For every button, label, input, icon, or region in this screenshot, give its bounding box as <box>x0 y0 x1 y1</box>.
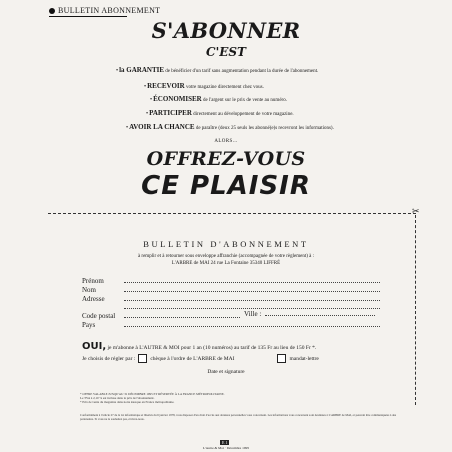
country-field[interactable]: Pays <box>82 320 380 329</box>
mandat-label: mandat-lettre <box>289 355 319 362</box>
subscription-offer <box>82 341 316 352</box>
cheque-checkbox[interactable] <box>138 354 147 363</box>
footer-text: L'Autre & Moi · Décembre 1995 <box>202 446 250 450</box>
scissors-icon: ✂ <box>412 206 420 216</box>
bullet-dot-icon: • <box>146 111 149 117</box>
postal-code-field[interactable]: Code postal <box>82 311 240 320</box>
transition-text: ALORS... <box>214 139 238 144</box>
call-to-action-line-2: CE PLAISIR <box>141 171 311 201</box>
bullet-dot-icon: • <box>144 84 147 90</box>
payment-options <box>82 354 319 363</box>
form-instruction: à remplir et à retourner sous enveloppe affranchie (accompagnée de votre règlement) à : <box>137 254 315 259</box>
form-title: BULLETIN D'ABONNEMENT <box>143 239 309 249</box>
city-field[interactable] <box>265 309 375 316</box>
address-field-line-2[interactable] <box>82 302 380 309</box>
offer-text: je m'abonne à L'AUTRE & MOI pour 1 an (10 numéros) au tarif de 135 Fr au lieu de 150 Fr *. <box>106 345 317 351</box>
oui-label: OUI, <box>82 341 107 352</box>
fine-print: * OFFRE VALABLE JUSQU'AU 31 DÉCEMBRE 1995 ET RÉSERVÉE À LA FRANCE MÉTROPOLITAINE. Le TVA à 2,10 % est incluse dans le prix de l'abonnement. * Prix de vente du magazine dans notre kiosque en France métropolitaine. <box>80 392 225 404</box>
page-number: E 1 <box>222 440 228 445</box>
header-underline <box>49 16 127 17</box>
section-header-label: BULLETIN ABONNEMENT <box>58 6 161 15</box>
address-field[interactable]: Adresse <box>82 294 380 303</box>
section-header <box>49 6 160 15</box>
first-name-field[interactable]: Prénom <box>82 276 380 285</box>
benefit-item: •AVOIR LA CHANCE de paraître (deux 25 seuls les abonné(e)s recevront les informations). <box>126 123 334 131</box>
bullet-dot-icon <box>49 8 55 14</box>
cut-line-horizontal <box>48 213 416 214</box>
last-name-field[interactable]: Nom <box>82 285 380 294</box>
benefit-item: •PARTICIPER directement au développement de votre magazine. <box>146 109 294 117</box>
subheadline: C'EST <box>206 45 246 59</box>
city-label: Ville : <box>244 310 262 318</box>
benefit-item: •ÉCONOMISER de l'argent sur le prix de vente au numéro. <box>150 95 287 103</box>
benefit-item: •RECEVOIR votre magazine directement chez vous. <box>144 82 264 90</box>
bullet-dot-icon: • <box>150 97 153 103</box>
call-to-action-line-1: OFFREZ-VOUS <box>146 148 306 170</box>
legal-notice: Conformément à l'article 27 de la loi informatique et libertés du 6 janvier 1978, vous disposez d'un droit d'accès aux données personnelles vous concernant. Les informations vous concernant sont destinées à L'ARBRE de MAI, et peuvent être communiquées à des partenaires. Si vous ne le souhaitez pas, écrivez-nous. <box>80 413 397 421</box>
payment-intro: Je choisis de régler par : <box>82 355 136 362</box>
cheque-label: chèque à l'ordre de L'ARBRE de MAI <box>150 355 235 362</box>
headline: S'ABONNER <box>151 18 301 43</box>
bullet-dot-icon: • <box>126 125 129 131</box>
form-address: L'ARBRE de MAI 24 rue La Fontaine 35340 LIFFRÉ <box>171 261 281 266</box>
mandat-checkbox[interactable] <box>277 354 286 363</box>
benefit-item: •la GARANTIE de bénéficier d'un tarif sans augmentation pendant la durée de l'abonnement. <box>116 66 319 74</box>
bullet-dot-icon: • <box>116 68 119 74</box>
signature-label: Date et signature <box>207 369 245 375</box>
